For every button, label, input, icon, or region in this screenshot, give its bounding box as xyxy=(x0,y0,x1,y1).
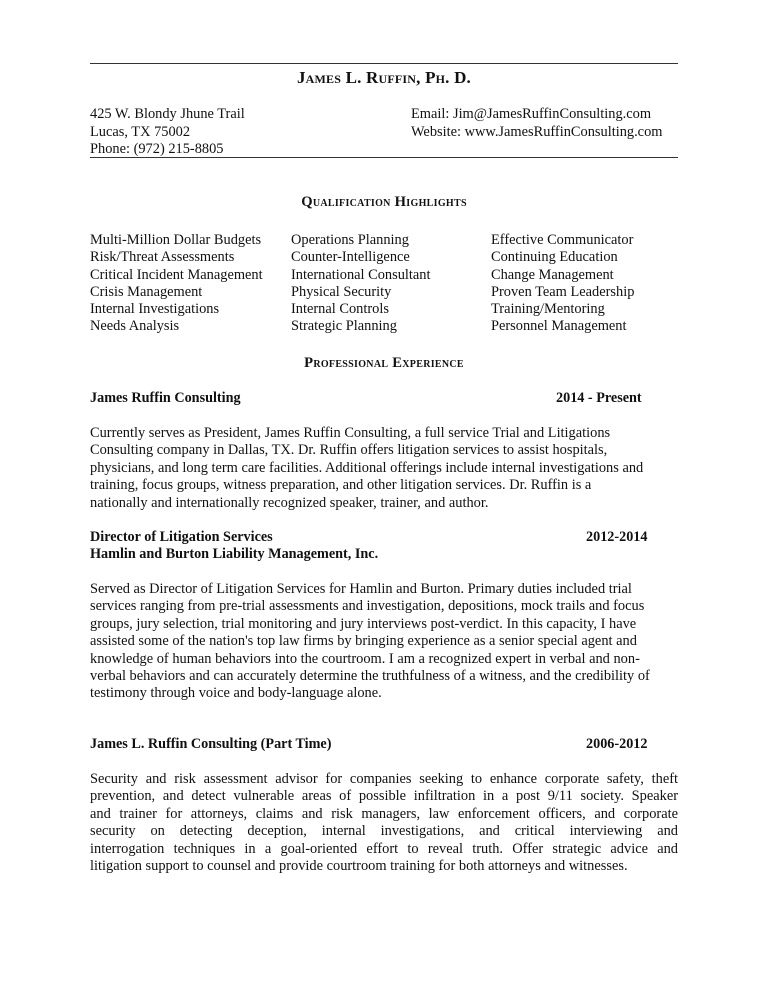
qualification-item: Crisis Management xyxy=(90,283,203,300)
description-line: knowledge of human behaviors into the courtroom. I am a recognized expert in verbal and non- xyxy=(90,650,640,667)
qualifications-column-1 xyxy=(90,232,263,336)
qualification-item: Needs Analysis xyxy=(90,318,180,335)
website-url: Website: www.JamesRuffinConsulting.com xyxy=(411,123,663,140)
qualification-item: Proven Team Leadership xyxy=(491,283,635,300)
description-line: Served as Director of Litigation Services for Hamlin and Burton. Primary duties included trial xyxy=(90,581,632,597)
job-dates: 2012-2014 xyxy=(586,529,648,545)
qualification-item: International Consultant xyxy=(291,266,431,283)
candidate-name: James L. Ruffin, Ph. D. xyxy=(296,68,472,87)
email-address: Email: Jim@JamesRuffinConsulting.com xyxy=(411,106,652,122)
qualification-item: Internal Controls xyxy=(291,301,389,318)
qualifications-heading: Qualification Highlights xyxy=(301,194,467,210)
job-dates: 2014 - Present xyxy=(556,390,642,406)
description-line: groups, jury selection, trial monitoring and jury interviews post-verdict. In this capacity, I have xyxy=(90,615,637,632)
phone-number: Phone: (972) 215-8805 xyxy=(90,141,224,157)
job-description xyxy=(90,425,678,512)
description-line: and trainer for attorneys, claims and risk managers, law enforcement officers, and corporate xyxy=(90,805,678,822)
experience-heading: Professional Experience xyxy=(304,355,464,371)
job-description xyxy=(90,581,678,703)
description-line: litigation support to counsel and provide courtroom training for both attorneys and witnesses. xyxy=(90,858,628,875)
top-rule xyxy=(90,63,678,64)
address-city: Lucas, TX 75002 xyxy=(90,123,191,140)
company-name: Hamlin and Burton Liability Management, Inc. xyxy=(90,546,379,562)
description-line: physicians, and long term care facilities. Additional offerings include internal investigations and xyxy=(90,459,644,476)
qualification-item: Effective Communicator xyxy=(491,232,634,248)
qualification-item: Internal Investigations xyxy=(90,301,220,318)
description-line: nationally and internationally recognized speaker, trainer, and author. xyxy=(90,494,489,511)
qualification-item: Personnel Management xyxy=(491,318,627,335)
qualification-item: Strategic Planning xyxy=(291,318,397,335)
online-contact-block xyxy=(411,106,662,141)
qualification-item: Continuing Education xyxy=(491,249,618,266)
qualification-item: Change Management xyxy=(491,266,614,283)
qualification-item: Training/Mentoring xyxy=(491,301,605,318)
qualification-item: Counter-Intelligence xyxy=(291,249,410,266)
description-line: Consulting company in Dallas, TX. Dr. Ruffin offers litigation services to assist hospitals, xyxy=(90,442,608,459)
description-line: assisted some of the nation's top law firms by bringing experience as a senior special agent and xyxy=(90,633,637,650)
job-dates: 2006-2012 xyxy=(586,736,648,752)
qualifications-column-3 xyxy=(491,232,634,336)
job-description xyxy=(90,771,678,875)
description-line: testimony through voice and body-language alone. xyxy=(90,685,382,702)
qualifications-column-2 xyxy=(291,232,430,336)
job-title: James L. Ruffin Consulting (Part Time) xyxy=(90,736,332,752)
qualification-item: Operations Planning xyxy=(291,232,409,248)
job-title: James Ruffin Consulting xyxy=(90,390,241,406)
qualification-item: Physical Security xyxy=(291,283,392,300)
description-line: security on detecting deception, internal investigations, and critical interviewing and xyxy=(90,823,678,840)
qualification-item: Risk/Threat Assessments xyxy=(90,249,235,266)
header-bottom-rule xyxy=(90,157,678,158)
address-block xyxy=(90,106,245,159)
description-line: Security and risk assessment advisor for companies seeking to enhance corporate safety, theft xyxy=(90,771,678,787)
description-line: Currently serves as President, James Ruffin Consulting, a full service Trial and Litigations xyxy=(90,425,611,441)
description-line: verbal behaviors and can accurately determine the truthfulness of a witness, and the credibility of xyxy=(90,668,650,685)
description-line: prevention, and detect vulnerable areas of possible infiltration in a post 9/11 society. Speaker xyxy=(90,788,678,805)
description-line: services ranging from pre-trial assessments and investigation, depositions, mock trails and focus xyxy=(90,598,645,615)
description-line: interrogation techniques in a goal-oriented effort to reveal truth. Offer strategic advice and xyxy=(90,840,678,857)
qualification-item: Multi-Million Dollar Budgets xyxy=(90,232,262,248)
address-street: 425 W. Blondy Jhune Trail xyxy=(90,106,245,122)
qualification-item: Critical Incident Management xyxy=(90,266,263,283)
description-line: training, focus groups, witness preparation, and other litigation services. Dr. Ruffin is a xyxy=(90,477,592,494)
job-title: Director of Litigation Services xyxy=(90,529,273,545)
